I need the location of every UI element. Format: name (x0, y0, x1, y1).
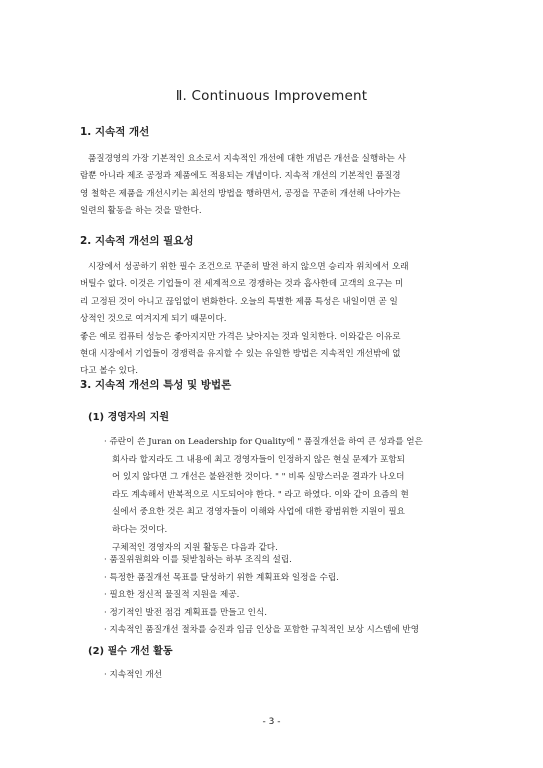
paragraph-line: 영 철학은 제품을 개선시키는 최선의 방법을 행하면서, 공정을 꾸준히 개선해 나아가는 (80, 188, 401, 199)
list-item: · 지속적인 품질개선 절차를 승진과 임금 인상을 포함한 규칙적인 보상 시스템에 반영 (104, 625, 420, 636)
paragraph-line: 람뿐 아니라 제조 공정과 제품에도 적용되는 개념이다. 지속적 개선의 기본적인 품질경 (80, 171, 401, 182)
paragraph-line: 어 있지 않다면 그 개선은 불완전한 것이다. " " 비록 실망스러운 결과가 나오더 (112, 472, 405, 483)
paragraph-line: 다고 볼수 있다. (80, 366, 139, 377)
paragraph-line: 버틸수 없다. 이것은 기업들이 전 세계적으로 경쟁하는 것과 흡사한데 고객의 요구는 미 (80, 279, 404, 290)
subsection-1-heading: (1) 경영자의 지원 (88, 412, 170, 423)
paragraph-line: 상적인 것으로 여겨지게 되기 때문이다. (80, 314, 227, 325)
paragraph-line: 실에서 중요한 것은 최고 경영자들이 이해와 사업에 대한 광범위한 지원이 필요 (112, 507, 405, 518)
section-3-heading: 3. 지속적 개선의 특성 및 방법론 (80, 379, 232, 391)
list-item: · 특정한 품질개선 목표를 달성하기 위한 계획표와 일정을 수립. (104, 572, 339, 583)
paragraph-line: 시장에서 성공하기 위한 필수 조건으로 꾸준히 발전 하지 않으면 승리자 위치에서 오래 (88, 262, 409, 272)
section-1-heading: 1. 지속적 개선 (80, 126, 150, 138)
subsection-1-paragraph (104, 434, 470, 557)
section-2-heading: 2. 지속적 개선의 필요성 (80, 235, 194, 247)
paragraph-line: 구체적인 경영자의 지원 활동은 다음과 같다. (112, 542, 278, 553)
essential-activities-list (104, 667, 470, 685)
paragraph-line: 하다는 것이다. (112, 524, 168, 535)
list-item: · 필요한 정신적 물질적 지원을 제공. (104, 590, 240, 601)
paragraph-line: 일련의 활동을 하는 것을 말한다. (80, 206, 202, 217)
list-item: · 정기적인 발전 점검 계획표를 만들고 인식. (104, 607, 267, 618)
subsection-2-heading: (2) 필수 개선 활동 (88, 646, 173, 657)
paragraph-line: 회사라 할지라도 그 내용에 최고 경영자들이 인정하지 않은 현실 문제가 포함되 (112, 454, 405, 465)
support-activities-list (104, 552, 470, 640)
list-item: · 쥬란이 쓴 Juran on Leadership for Quality에 " 품질개선을 하여 큰 성과를 얻은 (104, 437, 423, 447)
list-item: · 품질위원회와 이를 뒷받침하는 하부 조직의 설립. (104, 555, 292, 565)
paragraph-line: 리 고정된 것이 아니고 끊임없이 변화한다. 오늘의 특별한 제품 특성은 내일이면 곧 일 (80, 296, 398, 307)
list-item: · 지속적인 개선 (104, 670, 163, 680)
section-1-paragraph (80, 151, 466, 221)
section-2-paragraph (80, 259, 466, 381)
paragraph-line: 품질경영의 가장 기본적인 요소로서 지속적인 개선에 대한 개념은 개선을 실행하는 사 (88, 154, 406, 164)
chapter-title: Ⅱ. Continuous Improvement (175, 88, 368, 104)
paragraph-line: 라도 계속해서 반복적으로 시도되어야 한다. " 라고 하였다. 이와 같이 요즘의 현 (112, 489, 409, 500)
paragraph-line: 좋은 예로 컴퓨터 성능은 좋아지지만 가격은 낮아지는 것과 일치한다. 이와같은 이유로 (80, 331, 401, 342)
page-number: - 3 - (262, 717, 281, 727)
paragraph-line: 현대 시장에서 기업들이 경쟁력을 유지할 수 있는 유일한 방법은 지속적인 개선밖에 없 (80, 349, 401, 360)
